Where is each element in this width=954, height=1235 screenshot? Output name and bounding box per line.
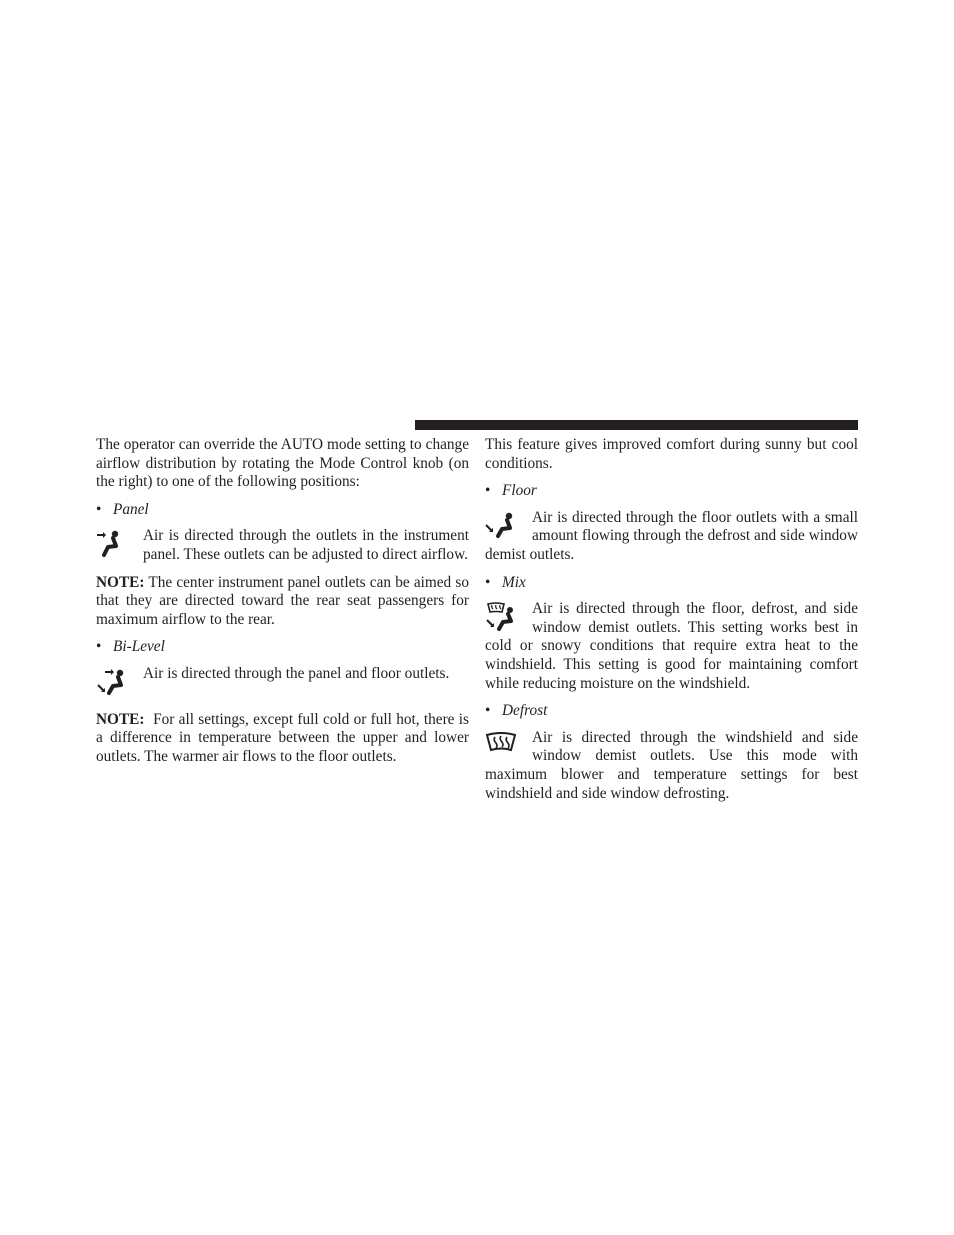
- note-outlets-text: The center instrument panel outlets can be aimed so that they are directed toward the rear seat passengers for maximum airflow to the rear.: [96, 573, 469, 628]
- mix-mode-icon: [485, 602, 519, 632]
- panel-mode-icon: [96, 529, 130, 559]
- right-column: [485, 436, 858, 812]
- note-label: NOTE:: [96, 573, 145, 591]
- section-header-bar: [415, 420, 858, 430]
- floor-mode-icon: [485, 511, 519, 541]
- bullet-bilevel: [96, 638, 469, 657]
- bilevel-text: Air is directed through the panel and floor outlets.: [143, 664, 450, 682]
- windshield-defrost-icon: [485, 731, 519, 761]
- bullet-defrost-label: Defrost: [502, 702, 548, 720]
- note-temperature-text: For all settings, except full cold or full hot, there is a difference in temperature between the upper and lower outlets. The warmer air flows to the floor outlets.: [96, 710, 469, 765]
- note-label: NOTE:: [96, 710, 145, 728]
- floor-description: [485, 509, 858, 565]
- defrost-description: [485, 729, 858, 803]
- bullet-panel-label: Panel: [113, 500, 149, 518]
- mix-description: [485, 600, 858, 693]
- bullet-floor: [485, 482, 858, 501]
- defrost-text: Air is directed through the windshield and side window demist outlets. Use this mode with maximum blower and temperature settings for best windshield and side window defrosting.: [485, 728, 858, 802]
- bullet-floor-label: Floor: [502, 482, 537, 500]
- mix-text: Air is directed through the floor, defrost, and side window demist outlets. This setting works best in cold or snowy conditions that require extra heat to the windshield. This setting is good for maintaining comfort while reducing moisture on the windshield.: [485, 600, 858, 692]
- bullet-bilevel-label: Bi-Level: [113, 638, 165, 656]
- intro-paragraph: The operator can override the AUTO mode setting to change airflow distribution by rotating the Mode Control knob (on the right) to one of the following positions:: [96, 436, 469, 491]
- note-temperature: [96, 711, 469, 767]
- bullet-mix: [485, 574, 858, 593]
- bullet-panel: [96, 501, 469, 520]
- note-outlets: [96, 574, 469, 630]
- bilevel-mode-icon: [96, 667, 130, 697]
- bullet-defrost: [485, 702, 858, 721]
- panel-text: Air is directed through the outlets in the instrument panel. These outlets can be adjusted to direct airflow.: [143, 527, 469, 563]
- left-column: [96, 436, 469, 775]
- bilevel-description: [96, 665, 469, 684]
- comfort-paragraph: This feature gives improved comfort during sunny but cool conditions.: [485, 436, 858, 472]
- panel-description: [96, 527, 469, 564]
- bullet-mix-label: Mix: [502, 573, 526, 591]
- floor-text: Air is directed through the floor outlets with a small amount flowing through the defrost and side window demist outlets.: [485, 508, 858, 563]
